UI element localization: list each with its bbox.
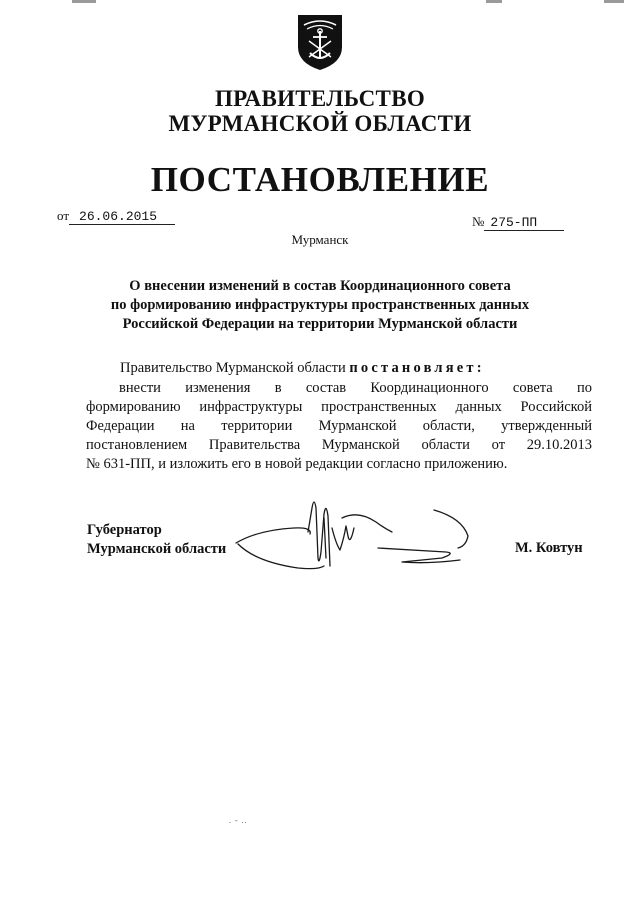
document-title-line2: по формированию инфраструктуры пространственных данных [110, 297, 530, 313]
number-value: 275-ПП [484, 216, 564, 231]
body-line: внести изменения в состав Координационного совета по [119, 380, 592, 396]
date-value: 26.06.2015 [69, 210, 175, 225]
decree-intro-text: Правительство Мурманской области [120, 360, 350, 376]
number-prefix: № [472, 214, 485, 229]
scan-artifact [72, 0, 96, 3]
signatory-position-line2: Мурманской области [87, 541, 227, 557]
decree-intro [120, 360, 485, 377]
body-line: Федерации на территории Мурманской области, утвержденный [86, 418, 592, 434]
document-title-line3: Российской Федерации на территории Мурманской области [122, 316, 518, 332]
scan-artifact [486, 0, 502, 3]
number-field [472, 214, 564, 231]
date-field [57, 208, 175, 225]
document-type: ПОСТАНОВЛЕНИЕ [150, 160, 490, 199]
coat-of-arms-icon [296, 13, 344, 71]
handwritten-signature [228, 488, 488, 578]
body-line: формированию инфраструктуры пространственных данных Российской [86, 399, 592, 415]
scan-artifact: . - .. [229, 816, 248, 825]
scan-artifact [604, 0, 624, 3]
signatory-name: М. Ковтун [515, 540, 583, 556]
decree-body [86, 379, 592, 474]
city: Мурманск [291, 232, 349, 247]
signatory-position-line1: Губернатор [87, 522, 162, 538]
decree-keyword: постановляет: [349, 360, 485, 376]
body-line: постановлением Правительства Мурманской области от 29.10.2013 [86, 437, 592, 453]
document-title-line1: О внесении изменений в состав Координационного совета [129, 278, 511, 294]
org-name-line1: ПРАВИТЕЛЬСТВО [214, 86, 426, 111]
date-prefix: от [57, 208, 70, 223]
body-line: № 631-ПП, и изложить его в новой редакции согласно приложению. [86, 456, 508, 472]
org-name-line2: МУРМАНСКОЙ ОБЛАСТИ [168, 111, 472, 136]
